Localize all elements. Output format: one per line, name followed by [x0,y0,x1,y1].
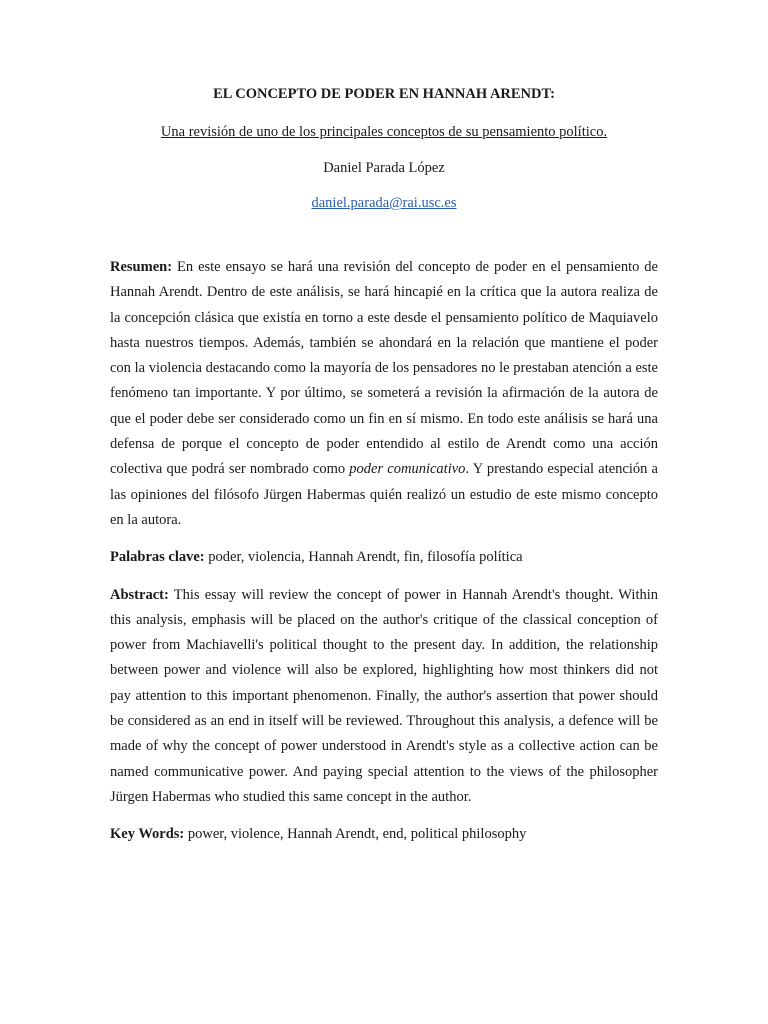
abstract-text: This essay will review the concept of power in Hannah Arendt's thought. Within this analysis, emphasis will be placed on the author's critique of the classical conception of power from Machiavelli's political thought to the present day. In addition, the relationship between power and violence will also be explored, highlighting how most thinkers did not pay attention to this important phenomenon. Finally, the author's assertion that power should be considered as an end in itself will be reviewed. Throughout this analysis, a defence will be made of why the concept of power understood in Arendt's style as a collective action can be named communicative power. And paying special attention to the views of the philosopher Jürgen Habermas who studied this same concept in the author. [110,586,658,805]
palabras-clave-paragraph [110,545,658,570]
resumen-paragraph [110,255,658,533]
palabras-clave-label: Palabras clave: [110,549,205,566]
abstract-label: Abstract: [110,586,169,603]
resumen-label: Resumen: [110,259,173,275]
palabras-clave-text: poder, violencia, Hannah Arendt, fin, filosofía política [204,549,523,566]
paper-title: EL CONCEPTO DE PODER EN HANNAH ARENDT: [213,86,555,102]
key-words-paragraph [110,822,658,847]
key-words-text: power, violence, Hannah Arendt, end, political philosophy [184,826,527,843]
author-name: Daniel Parada López [323,160,445,176]
resumen-italic-term: poder comunicativo [349,461,466,478]
email-wrapper [110,178,658,213]
abstract-paragraph [110,583,658,811]
paper-subtitle: Una revisión de uno de los principales conceptos de su pensamiento político. [160,124,608,140]
resumen-text-1: En este ensayo se hará una revisión del concepto de poder en el pensamiento de Hannah Arendt. Dentro de este análisis, se hará hincapié en la crítica que la autora realiza de la concepción clásica que existía en torno a este desde el pensamiento político de Maquiavelo hasta nuestros tiempos. Además, también se ahondará en la relación que mantiene el poder con la violencia destacando como la mayoría de los pensadores no le prestaban atención a este fenómeno tan importante. Y por último, se someterá a revisión la afirmación de la autora de que el poder debe ser considerado como un fin en sí mismo. En todo este análisis se hará una defensa de porque el concepto de poder entendido al estilo de Arendt como una acción colectiva que podrá ser nombrado como [110,259,658,478]
key-words-label: Key Words: [110,826,185,843]
author-email-link[interactable]: daniel.parada@rai.usc.es [311,195,457,211]
resumen-text-2: . Y prestando especial atención a las opiniones del filósofo Jürgen Habermas quién realizó un estudio de este mismo concepto en la autora. [110,461,658,528]
